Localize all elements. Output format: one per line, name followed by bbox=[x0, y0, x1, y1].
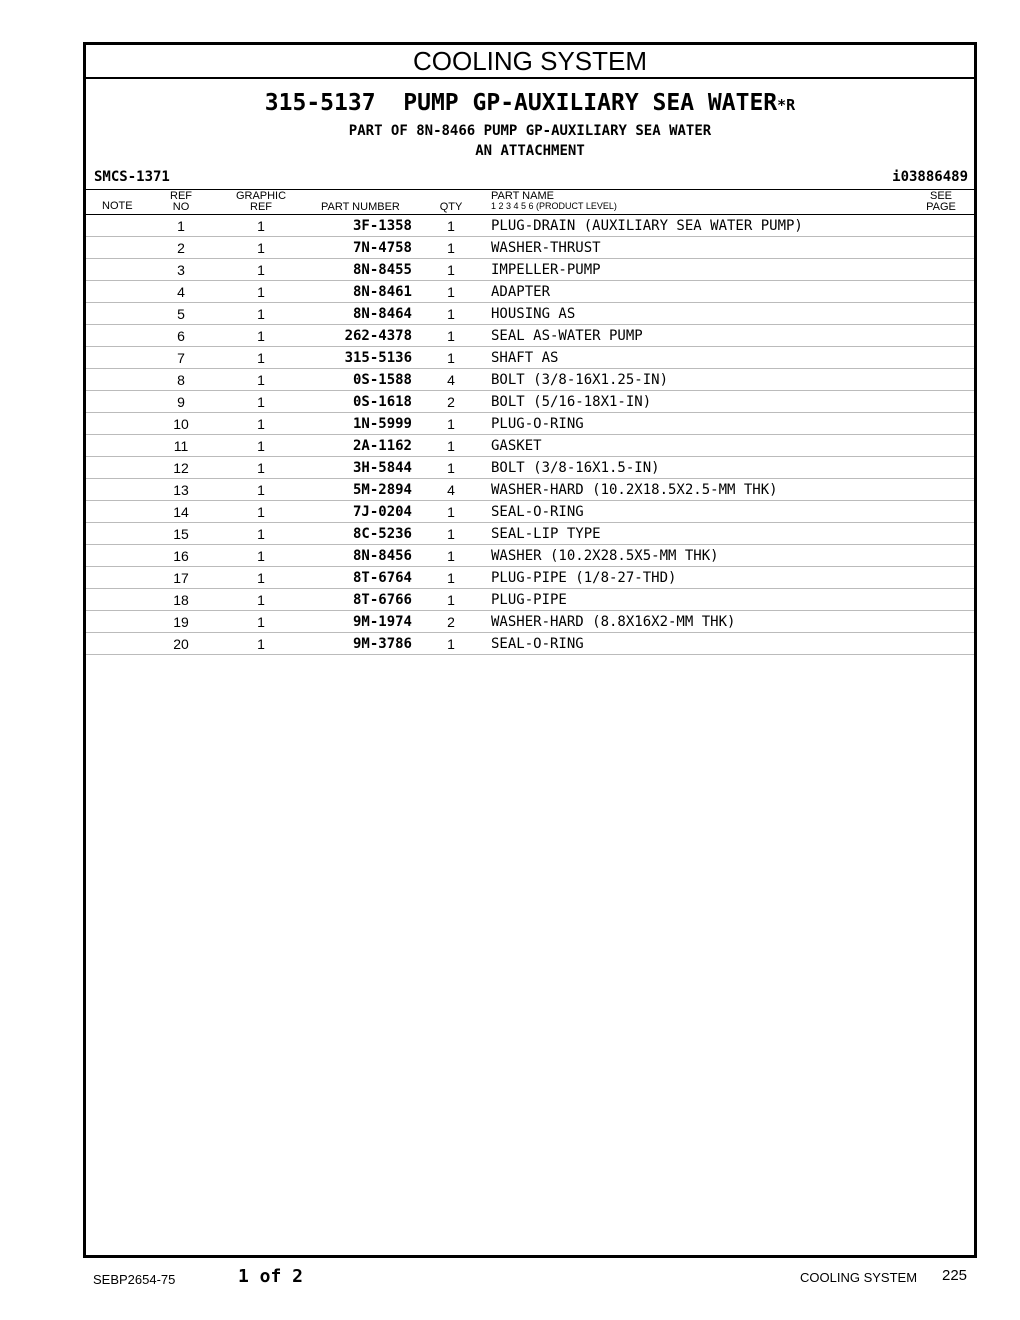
qty-cell: 1 bbox=[447, 350, 455, 366]
graphic-ref-cell: 1 bbox=[257, 526, 265, 542]
graphic-ref-cell: 1 bbox=[257, 592, 265, 608]
page-footer bbox=[0, 1266, 1020, 1290]
table-row bbox=[86, 567, 974, 589]
table-row bbox=[86, 457, 974, 479]
table-row bbox=[86, 391, 974, 413]
col-see-page-top: SEE bbox=[929, 190, 952, 202]
part-number-cell: 315-5136 bbox=[344, 350, 412, 366]
ref-no-cell: 13 bbox=[173, 482, 189, 498]
graphic-ref-cell: 1 bbox=[257, 262, 265, 278]
graphic-ref-cell: 1 bbox=[257, 482, 265, 498]
table-row bbox=[86, 501, 974, 523]
graphic-ref-cell: 1 bbox=[257, 636, 265, 652]
part-name-cell: IMPELLER-PUMP bbox=[491, 262, 601, 278]
table-row bbox=[86, 369, 974, 391]
graphic-ref-cell: 1 bbox=[257, 350, 265, 366]
part-number-cell: 3H-5844 bbox=[352, 460, 412, 476]
qty-cell: 1 bbox=[447, 328, 455, 344]
qty-cell: 1 bbox=[447, 548, 455, 564]
table-row bbox=[86, 259, 974, 281]
part-number-cell: 0S-1588 bbox=[352, 372, 412, 388]
ref-no-cell: 8 bbox=[177, 372, 185, 388]
table-row bbox=[86, 589, 974, 611]
qty-cell: 1 bbox=[447, 262, 455, 278]
part-name-cell: SEAL AS-WATER PUMP bbox=[491, 328, 643, 344]
ref-no-cell: 16 bbox=[173, 548, 189, 564]
part-number-cell: 1N-5999 bbox=[352, 416, 412, 432]
qty-cell: 1 bbox=[447, 460, 455, 476]
qty-cell: 1 bbox=[447, 636, 455, 652]
part-number-cell: 9M-1974 bbox=[352, 614, 412, 630]
part-name-cell: HOUSING AS bbox=[491, 306, 576, 322]
col-note: NOTE bbox=[102, 200, 133, 212]
part-number-cell: 9M-3786 bbox=[352, 636, 412, 652]
col-ref-no-bottom: NO bbox=[172, 201, 190, 213]
ref-no-cell: 11 bbox=[173, 438, 189, 454]
page-number: 225 bbox=[942, 1267, 968, 1284]
col-graphic-ref-bottom: REF bbox=[250, 201, 272, 213]
ref-no-cell: 19 bbox=[173, 614, 189, 630]
parts-list-frame bbox=[83, 42, 977, 1258]
part-number-cell: 8T-6766 bbox=[352, 592, 412, 608]
graphic-ref-cell: 1 bbox=[257, 504, 265, 520]
part-number-cell: 262-4378 bbox=[344, 328, 412, 344]
part-name-cell: BOLT (5/16-18X1-IN) bbox=[491, 394, 652, 410]
part-number-cell: 2A-1162 bbox=[352, 438, 412, 454]
graphic-ref-cell: 1 bbox=[257, 218, 265, 234]
part-name-cell: WASHER (10.2X28.5X5-MM THK) bbox=[491, 548, 719, 564]
qty-cell: 1 bbox=[447, 416, 455, 432]
col-part-name: PART NAME bbox=[491, 190, 554, 202]
qty-cell: 4 bbox=[447, 482, 455, 498]
part-name-cell: BOLT (3/8-16X1.25-IN) bbox=[491, 372, 669, 388]
graphic-ref-cell: 1 bbox=[257, 438, 265, 454]
part-name-cell: BOLT (3/8-16X1.5-IN) bbox=[491, 460, 660, 476]
part-number-cell: 8C-5236 bbox=[352, 526, 412, 542]
qty-cell: 1 bbox=[447, 240, 455, 256]
ref-no-cell: 14 bbox=[173, 504, 189, 520]
part-number-cell: 7N-4758 bbox=[352, 240, 412, 256]
footer-section: COOLING SYSTEM bbox=[800, 1270, 918, 1285]
table-row bbox=[86, 237, 974, 259]
ref-no-cell: 6 bbox=[177, 328, 185, 344]
ref-no-cell: 15 bbox=[173, 526, 189, 542]
graphic-ref-cell: 1 bbox=[257, 460, 265, 476]
col-see-page-bottom: PAGE bbox=[926, 201, 956, 213]
part-name-cell: PLUG-PIPE (1/8-27-THD) bbox=[491, 570, 677, 586]
part-number-cell: 8N-8455 bbox=[352, 262, 412, 278]
section-title: COOLING SYSTEM bbox=[86, 45, 974, 79]
part-number-cell: 0S-1618 bbox=[352, 394, 412, 410]
ref-no-cell: 20 bbox=[173, 636, 189, 652]
part-name-cell: WASHER-HARD (10.2X18.5X2.5-MM THK) bbox=[491, 482, 778, 498]
table-row bbox=[86, 303, 974, 325]
table-row bbox=[86, 545, 974, 567]
qty-cell: 2 bbox=[447, 394, 455, 410]
ref-no-cell: 17 bbox=[173, 570, 189, 586]
smcs-code: SMCS-1371 bbox=[94, 169, 170, 185]
part-number-cell: 7J-0204 bbox=[352, 504, 412, 520]
part-number-cell: 8N-8464 bbox=[352, 306, 412, 322]
graphic-ref-cell: 1 bbox=[257, 416, 265, 432]
part-name-cell: WASHER-HARD (8.8X16X2-MM THK) bbox=[491, 614, 736, 630]
part-name-cell: WASHER-THRUST bbox=[491, 240, 601, 256]
part-name-cell: SEAL-O-RING bbox=[491, 504, 584, 520]
group-title bbox=[86, 89, 974, 119]
qty-cell: 1 bbox=[447, 306, 455, 322]
qty-cell: 1 bbox=[447, 504, 455, 520]
ref-no-cell: 2 bbox=[177, 240, 185, 256]
table-row bbox=[86, 347, 974, 369]
group-suffix: *R bbox=[777, 96, 796, 114]
ref-no-cell: 4 bbox=[177, 284, 185, 300]
illustration-id: i03886489 bbox=[892, 169, 968, 185]
part-name-cell: SHAFT AS bbox=[491, 350, 559, 366]
qty-cell: 1 bbox=[447, 438, 455, 454]
part-number-cell: 8N-8456 bbox=[352, 548, 412, 564]
part-name-cell: GASKET bbox=[491, 438, 542, 454]
ref-no-cell: 7 bbox=[177, 350, 185, 366]
graphic-ref-cell: 1 bbox=[257, 240, 265, 256]
table-row bbox=[86, 523, 974, 545]
qty-cell: 1 bbox=[447, 284, 455, 300]
graphic-ref-cell: 1 bbox=[257, 306, 265, 322]
ref-no-cell: 5 bbox=[177, 306, 185, 322]
qty-cell: 4 bbox=[447, 372, 455, 388]
column-headers bbox=[86, 189, 974, 215]
part-name-cell: PLUG-O-RING bbox=[491, 416, 584, 432]
table-row bbox=[86, 479, 974, 501]
graphic-ref-cell: 1 bbox=[257, 284, 265, 300]
ref-no-cell: 12 bbox=[173, 460, 189, 476]
part-name-cell: ADAPTER bbox=[491, 284, 551, 300]
table-row bbox=[86, 633, 974, 655]
attachment-line: AN ATTACHMENT bbox=[475, 143, 585, 159]
col-product-level: 1 2 3 4 5 6 (PRODUCT LEVEL) bbox=[491, 201, 617, 211]
ref-no-cell: 10 bbox=[173, 416, 189, 432]
parts-table-body bbox=[86, 215, 974, 655]
col-part-number: PART NUMBER bbox=[321, 201, 400, 213]
part-name-cell: PLUG-DRAIN (AUXILIARY SEA WATER PUMP) bbox=[491, 218, 803, 234]
graphic-ref-cell: 1 bbox=[257, 394, 265, 410]
qty-cell: 1 bbox=[447, 218, 455, 234]
part-name-cell: SEAL-LIP TYPE bbox=[491, 526, 601, 542]
qty-cell: 2 bbox=[447, 614, 455, 630]
group-name: PUMP GP-AUXILIARY SEA WATER bbox=[403, 90, 778, 116]
smcs-row bbox=[86, 167, 974, 189]
graphic-ref-cell: 1 bbox=[257, 570, 265, 586]
ref-no-cell: 1 bbox=[177, 218, 185, 234]
part-of-line: PART OF 8N-8466 PUMP GP-AUXILIARY SEA WATER bbox=[348, 123, 712, 139]
graphic-ref-cell: 1 bbox=[257, 614, 265, 630]
ref-no-cell: 9 bbox=[177, 394, 185, 410]
table-row bbox=[86, 611, 974, 633]
col-qty: QTY bbox=[439, 201, 463, 213]
col-ref-no-top: REF bbox=[170, 190, 192, 202]
table-row bbox=[86, 413, 974, 435]
qty-cell: 1 bbox=[447, 526, 455, 542]
table-row bbox=[86, 215, 974, 237]
qty-cell: 1 bbox=[447, 570, 455, 586]
graphic-ref-cell: 1 bbox=[257, 372, 265, 388]
part-number-cell: 8T-6764 bbox=[352, 570, 412, 586]
qty-cell: 1 bbox=[447, 592, 455, 608]
table-row bbox=[86, 281, 974, 303]
ref-no-cell: 18 bbox=[173, 592, 189, 608]
table-row bbox=[86, 435, 974, 457]
part-name-cell: PLUG-PIPE bbox=[491, 592, 567, 608]
group-part-number: 315-5137 bbox=[264, 90, 376, 116]
part-number-cell: 5M-2894 bbox=[352, 482, 412, 498]
graphic-ref-cell: 1 bbox=[257, 548, 265, 564]
col-graphic-ref-top: GRAPHIC bbox=[235, 190, 287, 202]
part-number-cell: 8N-8461 bbox=[352, 284, 412, 300]
ref-no-cell: 3 bbox=[177, 262, 185, 278]
document-id: SEBP2654-75 bbox=[93, 1272, 176, 1287]
table-row bbox=[86, 325, 974, 347]
graphic-ref-cell: 1 bbox=[257, 328, 265, 344]
part-name-cell: SEAL-O-RING bbox=[491, 636, 584, 652]
page-of: 1 of 2 bbox=[238, 1266, 304, 1287]
part-number-cell: 3F-1358 bbox=[352, 218, 412, 234]
